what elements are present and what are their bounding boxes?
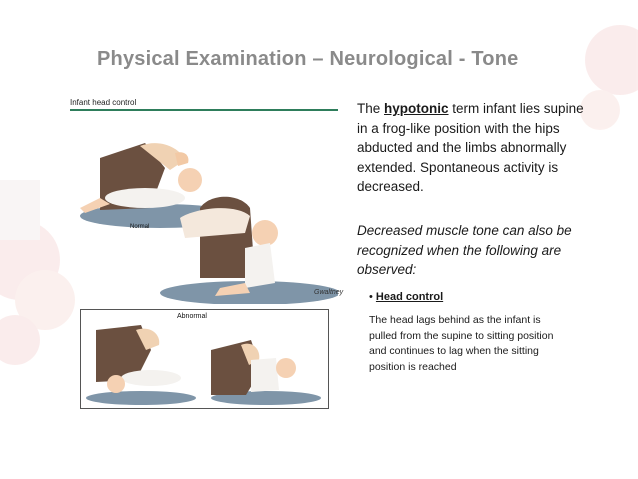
figure-caption: Infant head control <box>70 98 137 107</box>
para1-rest: term infant lies supine in a frog-like position with the hips abducted and the limbs abnormally extended. Spontaneous activity is decreased. <box>357 101 584 194</box>
illustration-normal <box>70 98 344 304</box>
decreased-tone-intro: Decreased muscle tone can also be recognized when the following are observed: <box>357 223 572 277</box>
normal-infant-drawing <box>70 98 338 304</box>
illustration-abnormal <box>80 309 329 409</box>
bullet-symbol: • <box>369 291 373 303</box>
hypotonic-description <box>357 99 597 197</box>
bullet-head-control <box>369 291 443 303</box>
artist-signature: Gwaltney <box>314 289 344 296</box>
para1-lead: The <box>357 101 385 116</box>
head-control-description: The head lags behind as the infant is pulled from the supine to sitting position and continues to lag when the sitting position is reached <box>369 314 554 373</box>
slide-title: Physical Examination – Neurological - Tone <box>97 48 519 70</box>
bullet-title: Head control <box>375 291 444 303</box>
normal-label: Normal <box>130 224 150 230</box>
abnormal-infant-drawing <box>81 310 328 408</box>
abnormal-label: Abnormal <box>177 313 207 320</box>
hypotonic-term: hypotonic <box>384 101 449 116</box>
